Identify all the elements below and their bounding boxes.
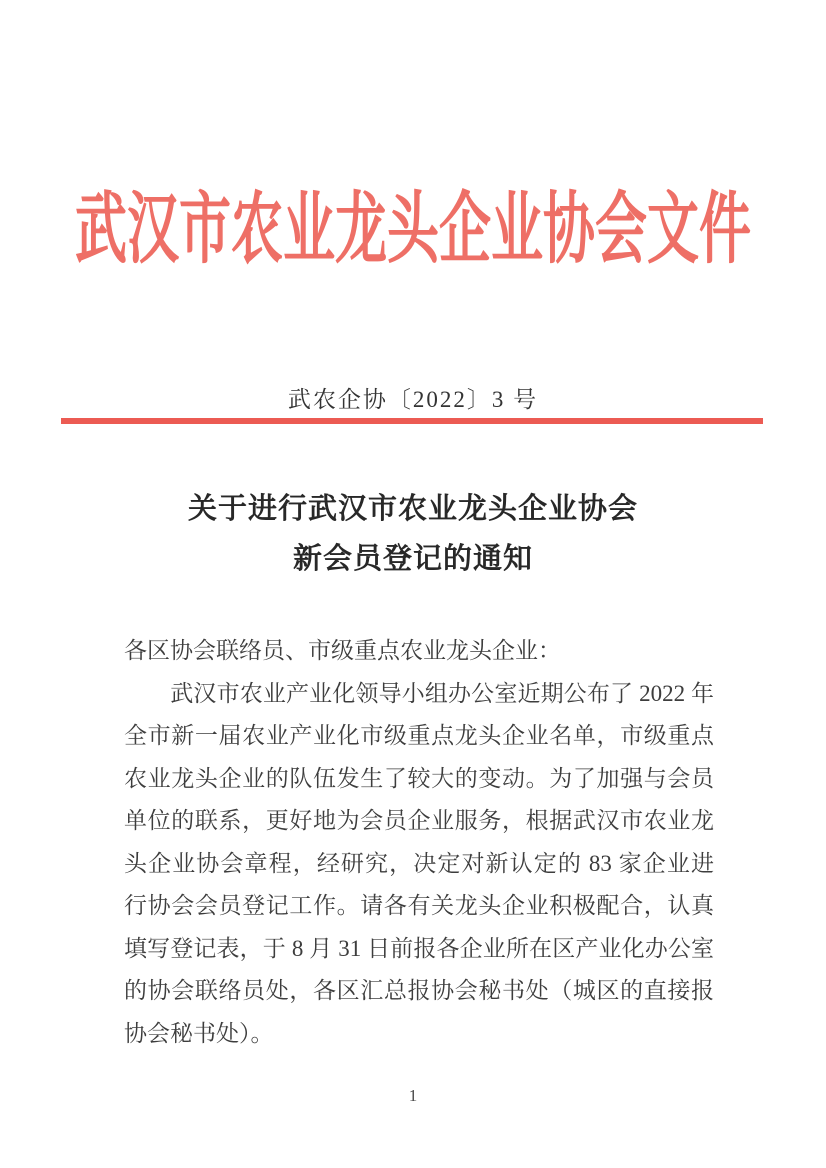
doc-number: 武农企协〔2022〕3 号 — [287, 387, 539, 412]
body-line: 协会秘书处）。 — [124, 1020, 274, 1046]
notice-title — [0, 484, 826, 584]
body-line: 农业龙头企业的队伍发生了较大的变动。为了加强与会员 — [124, 765, 714, 791]
body-line: 填写登记表，于 8 月 31 日前报各企业所在区产业化办公室 — [124, 935, 714, 961]
body-line: 的协会联络员处，各区汇总报协会秘书处（城区的直接报 — [124, 978, 714, 1003]
letterhead-title: 武汉市农业龙头企业协会文件 — [74, 188, 751, 274]
body-line: 全市新一届农业产业化市级重点龙头企业名单，市级重点 — [124, 723, 714, 748]
notice-body — [124, 630, 714, 1055]
body-line: 各区协会联络员、市级重点农业龙头企业： — [124, 638, 561, 663]
red-divider-rule — [61, 418, 763, 424]
body-line: 单位的联系，更好地为会员企业服务，根据武汉市农业龙 — [124, 808, 714, 833]
page-number: 1 — [408, 1086, 418, 1105]
body-line: 头企业协会章程，经研究，决定对新认定的 83 家企业进 — [124, 850, 714, 876]
body-line: 武汉市农业产业化领导小组办公室近期公布了 2022 年 — [124, 680, 714, 706]
notice-title-line-2: 新会员登记的通知 — [292, 543, 533, 575]
notice-title-line-1: 关于进行武汉市农业龙头企业协会 — [187, 493, 638, 525]
body-line: 行协会会员登记工作。请各有关龙头企业积极配合，认真 — [124, 893, 714, 918]
